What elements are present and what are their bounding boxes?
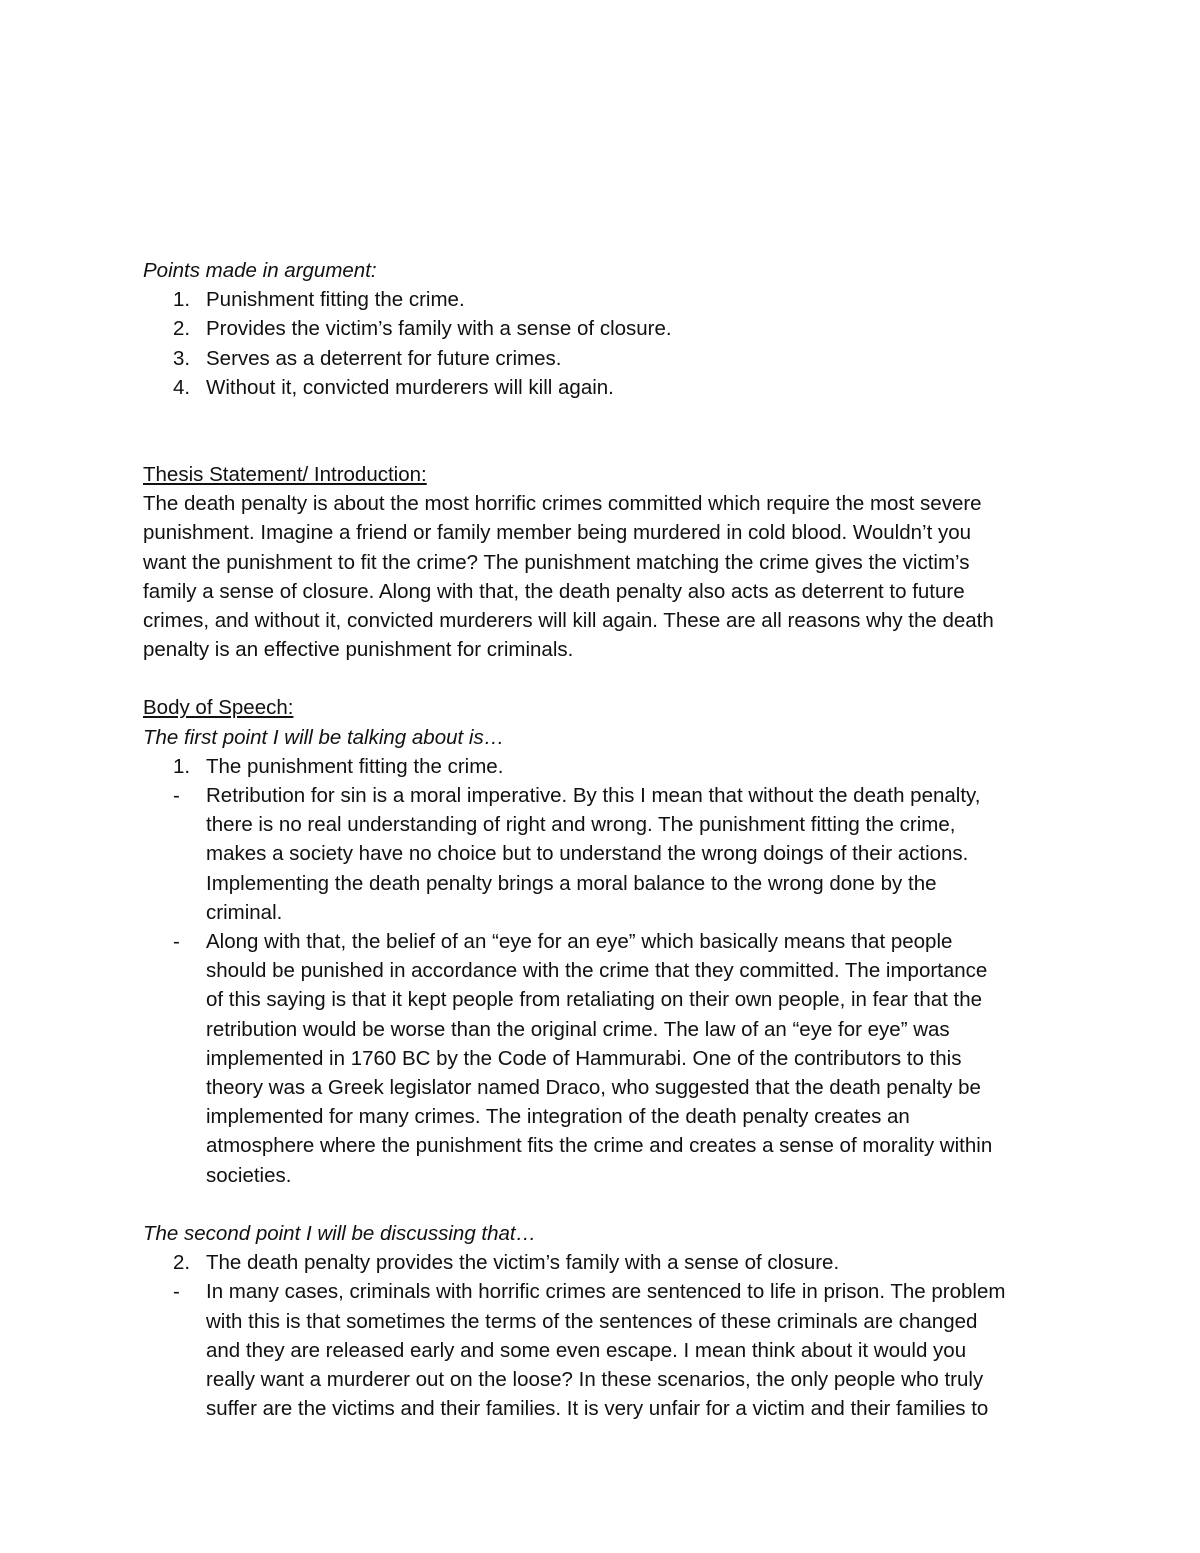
points-heading: Points made in argument:	[143, 259, 377, 282]
bullet-text	[206, 927, 1063, 1190]
list-item-text: Punishment fitting the crime.	[206, 288, 465, 312]
bullet-line: theory was a Greek legislator named Draco, who suggested that the death penalty be	[206, 1076, 981, 1100]
list-number: 4.	[173, 375, 191, 399]
bullet-line: Implementing the death penalty brings a moral balance to the wrong done by the	[206, 871, 937, 895]
thesis-heading: Thesis Statement/ Introduction:	[143, 463, 427, 487]
bullet-line: In many cases, criminals with horrific crimes are sentenced to life in prison. The problem	[206, 1280, 1006, 1304]
bullet-text	[206, 1277, 1063, 1423]
list-item-text: Without it, convicted murderers will kill again.	[206, 375, 614, 399]
list-number: 1.	[173, 754, 191, 778]
body-heading: Body of Speech:	[143, 696, 294, 720]
bullet-line: societies.	[206, 1163, 292, 1187]
list-number: 3.	[173, 346, 191, 370]
bullet-line: there is no real understanding of right and wrong. The punishment fitting the crime,	[206, 813, 956, 837]
bullet-line: Retribution for sin is a moral imperative. By this I mean that without the death penalty,	[206, 784, 981, 808]
paragraph-line: family a sense of closure. Along with that, the death penalty also acts as deterrent to future	[143, 579, 965, 603]
bullet-line: makes a society have no choice but to understand the wrong doings of their actions.	[206, 842, 969, 866]
bullet-line: Along with that, the belief of an “eye for an eye” which basically means that people	[206, 930, 953, 954]
bullet-item	[143, 1277, 1063, 1423]
bullet-line: criminal.	[206, 900, 283, 924]
bullet-dash: -	[173, 784, 180, 808]
bullet-line: suffer are the victims and their families. It is very unfair for a victim and their families to	[206, 1397, 989, 1421]
bullet-line: implemented for many crimes. The integration of the death penalty creates an	[206, 1105, 910, 1129]
paragraph-line: punishment. Imagine a friend or family member being murdered in cold blood. Wouldn’t you	[143, 521, 972, 545]
spacer	[143, 1190, 1063, 1219]
bullet-dash: -	[173, 930, 180, 954]
paragraph-line: crimes, and without it, convicted murderers will kill again. These are all reasons why the death	[143, 609, 994, 633]
points-list	[143, 285, 1063, 402]
list-item	[143, 1248, 1063, 1277]
paragraph-line: The death penalty is about the most horrific crimes committed which require the most severe	[143, 492, 982, 516]
bullet-item	[143, 927, 1063, 1190]
bullet-line: atmosphere where the punishment fits the crime and creates a sense of morality within	[206, 1134, 993, 1158]
list-item	[143, 314, 1063, 343]
bullet-line: really want a murderer out on the loose? In these scenarios, the only people who truly	[206, 1367, 984, 1391]
list-item	[143, 344, 1063, 373]
paragraph-line: want the punishment to fit the crime? The punishment matching the crime gives the victim’s	[143, 550, 970, 574]
bullet-text	[206, 781, 1063, 927]
list-item-text: Provides the victim’s family with a sense of closure.	[206, 317, 672, 341]
spacer	[143, 664, 1063, 693]
list-number: 2.	[173, 1251, 191, 1275]
bullet-line: of this saying is that it kept people from retaliating on their own people, in fear that the	[206, 988, 983, 1012]
document-body	[143, 256, 1063, 1423]
bullet-line: should be punished in accordance with the crime that they committed. The importance	[206, 959, 988, 983]
list-number: 1.	[173, 288, 191, 312]
second-point-intro: The second point I will be discussing that…	[143, 1221, 537, 1245]
bullet-line: implemented in 1760 BC by the Code of Hammurabi. One of the contributors to this	[206, 1046, 962, 1070]
bullet-line: and they are released early and some even escape. I mean think about it would you	[206, 1338, 967, 1362]
list-item	[143, 285, 1063, 314]
bullet-dash: -	[173, 1280, 180, 1304]
list-item-text: Serves as a deterrent for future crimes.	[206, 346, 562, 370]
list-item	[143, 373, 1063, 402]
thesis-paragraph	[143, 489, 1063, 664]
bullet-line: retribution would be worse than the original crime. The law of an “eye for eye” was	[206, 1017, 950, 1041]
list-number: 2.	[173, 317, 191, 341]
spacer	[143, 402, 1063, 460]
bullet-line: with this is that sometimes the terms of the sentences of these criminals are changed	[206, 1309, 978, 1333]
bullet-item	[143, 781, 1063, 927]
paragraph-line: penalty is an effective punishment for criminals.	[143, 638, 574, 662]
list-item-text: The punishment fitting the crime.	[206, 754, 504, 778]
list-item-text: The death penalty provides the victim’s family with a sense of closure.	[206, 1251, 840, 1275]
list-item	[143, 752, 1063, 781]
first-point-intro: The first point I will be talking about is…	[143, 725, 505, 749]
